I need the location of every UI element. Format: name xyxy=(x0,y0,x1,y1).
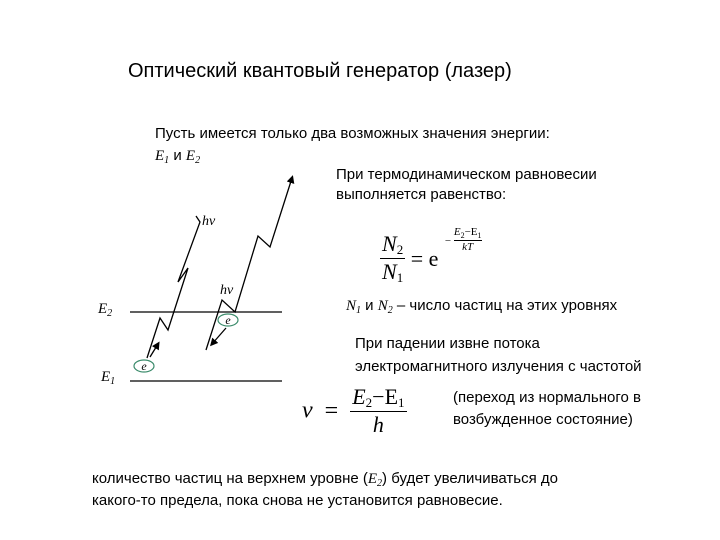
transition-line2: возбужденное состояние) xyxy=(453,411,633,428)
page-title: Оптический квантовый генератор (лазер) xyxy=(128,60,512,82)
e2-symbol: E xyxy=(185,148,196,164)
e1-subscript: 1 xyxy=(164,155,170,166)
relax-arrow xyxy=(212,328,226,344)
photon-label-upper: hν xyxy=(202,214,216,229)
level-e2-label: $E_2$ xyxy=(98,301,113,319)
electron-upper-label: e xyxy=(225,313,231,327)
equilibrium-line2: выполняется равенство: xyxy=(336,186,507,203)
particles-text: $N_1$ и $N_2$ – число частиц на этих уровнях xyxy=(346,297,618,316)
emitted-photon-path xyxy=(206,178,292,350)
frequency-formula: ν = $\frac{E_2-E_1}{h}$ xyxy=(302,384,405,437)
conjunction: и xyxy=(169,147,186,164)
transition-line1: (переход из нормального в xyxy=(453,389,641,406)
conclusion-line2: какого-то предела, пока снова не установится равновесие. xyxy=(92,492,503,509)
level-e1-label: $E_1$ xyxy=(101,369,116,387)
equals-e: = e xyxy=(410,245,439,271)
population-ratio: $\frac{N_2}{N_1}$ xyxy=(382,231,404,286)
photon-label-lower: hν xyxy=(220,283,234,298)
equilibrium-line1: При термодинамическом равновесии xyxy=(336,166,597,183)
absorbed-photon-path xyxy=(147,216,200,358)
conclusion-line1: количество частиц на верхнем уровне $(E_2)$ будет увеличиваться до xyxy=(92,470,558,489)
e2-subscript: 2 xyxy=(195,155,201,166)
electron-lower-label: e xyxy=(141,359,147,373)
intro-text: Пусть имеется только два возможных значения энергии: xyxy=(155,125,550,142)
exponent: − $\frac{E_2-E_1}{kT}$ xyxy=(444,226,482,253)
e1-symbol: E xyxy=(155,148,165,164)
incident-line1: При падении извне потока xyxy=(355,335,540,352)
incident-line2: электромагнитного излучения с частотой xyxy=(355,358,642,375)
